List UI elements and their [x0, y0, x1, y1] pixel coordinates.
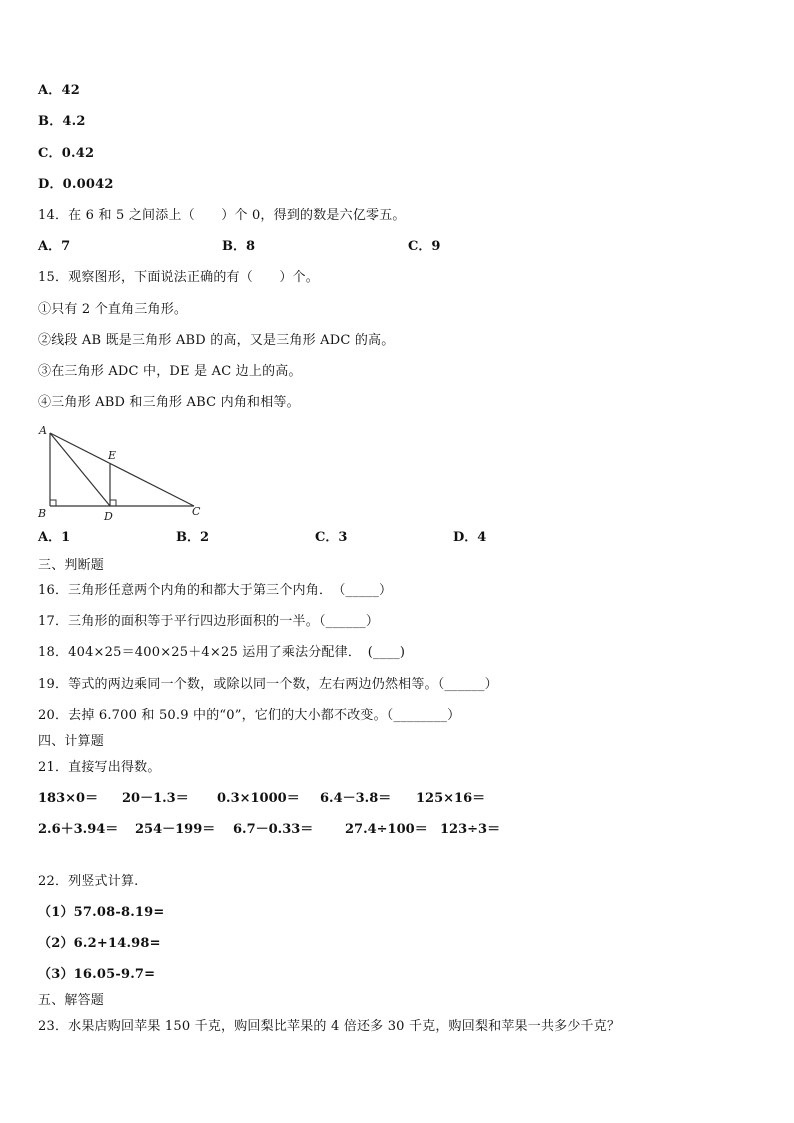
q23: 23．水果店购回苹果 150 千克，购回梨比苹果的 4 倍还多 30 千克，购回梨和苹果一共多少千克？: [38, 1019, 621, 1034]
q19: 19．等式的两边乘同一个数，或除以同一个数，左右两边仍然相等。（______）: [38, 677, 498, 692]
q13-option-c: C．0.42: [38, 146, 95, 161]
q15-statement-4: ④三角形 ABD 和三角形 ABC 内角和相等。: [38, 395, 300, 410]
q22-item-1: （1）57.08-8.19=: [38, 905, 165, 920]
q14-stem: 14．在 6 和 5 之间添上（ ）个 0，得到的数是六亿零五。: [38, 208, 406, 223]
q17: 17．三角形的面积等于平行四边形面积的一半。（______）: [38, 614, 380, 629]
q15-statement-2: ②线段 AB 既是三角形 ABD 的高，又是三角形 ADC 的高。: [38, 333, 395, 348]
q15-option-c: C．3: [315, 530, 348, 545]
label-e: E: [108, 449, 117, 462]
label-d: D: [104, 510, 113, 523]
q14-option-c: C．9: [408, 239, 441, 254]
q21-expr: 2.6＋3.94＝: [38, 822, 119, 837]
label-c: C: [192, 505, 201, 518]
right-angle-mark-b: [50, 500, 56, 506]
q15-option-b: B．2: [176, 530, 210, 545]
triangle-figure: [34, 420, 214, 525]
q21-expr: 6.7－0.33＝: [233, 822, 314, 837]
q21-expr: 0.3×1000＝: [217, 791, 300, 806]
q22-item-3: （3）16.05-9.7=: [38, 967, 156, 982]
q15-statement-1: ①只有 2 个直角三角形。: [38, 302, 188, 317]
section-heading-3: 三、判断题: [38, 558, 105, 573]
section-heading-5: 五、解答题: [38, 993, 105, 1008]
q22-stem: 22．列竖式计算.: [38, 874, 139, 889]
section-heading-4: 四、计算题: [38, 734, 105, 749]
q13-option-d: D．0.0042: [38, 177, 114, 192]
q16: 16．三角形任意两个内角的和都大于第三个内角． （_____）: [38, 583, 393, 598]
q22-item-2: （2）6.2+14.98=: [38, 936, 161, 951]
segment-ac: [50, 433, 194, 506]
q20: 20．去掉 6.700 和 50.9 中的“0”，它们的大小都不改变。（________）: [38, 708, 461, 723]
label-b: B: [38, 507, 47, 520]
label-a: A: [39, 424, 47, 437]
q15-stem: 15．观察图形，下面说法正确的有（ ）个。: [38, 270, 319, 285]
q15-option-a: A．1: [38, 530, 71, 545]
q21-expr: 123÷3＝: [440, 822, 501, 837]
q21-expr: 27.4÷100＝: [345, 822, 428, 837]
q14-option-a: A．7: [38, 239, 71, 254]
q21-expr: 254－199＝: [135, 822, 216, 837]
q13-option-b: B．4.2: [38, 114, 86, 129]
q21-stem: 21．直接写出得数。: [38, 760, 161, 775]
segment-ad: [50, 433, 110, 506]
q14-option-b: B．8: [222, 239, 256, 254]
q21-expr: 6.4－3.8＝: [320, 791, 392, 806]
q21-expr: 20－1.3＝: [122, 791, 189, 806]
q21-expr: 183×0＝: [38, 791, 99, 806]
q18: 18．404×25＝400×25＋4×25 运用了乘法分配律． (____): [38, 645, 406, 660]
q15-option-d: D．4: [453, 530, 487, 545]
q13-option-a: A．42: [38, 83, 80, 98]
right-angle-mark-d: [110, 500, 116, 506]
q21-expr: 125×16＝: [416, 791, 486, 806]
q15-statement-3: ③在三角形 ADC 中，DE 是 AC 边上的高。: [38, 364, 302, 379]
